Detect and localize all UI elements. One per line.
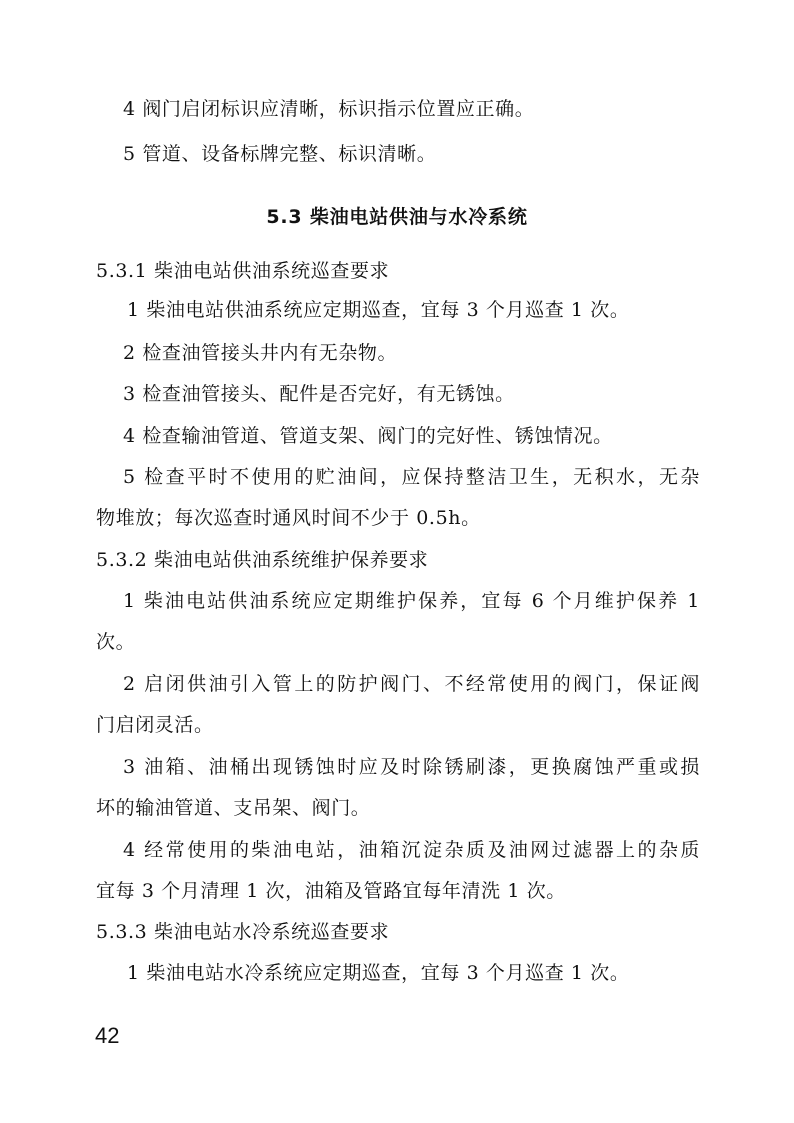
- list-item-rust-removal-line2: 坏的输油管道、支吊架、阀门。: [96, 797, 371, 819]
- list-item-oil-room-line1: 5 检查平时不使用的贮油间，应保持整洁卫生，无积水，无杂: [123, 466, 700, 488]
- subsection-title-5-3-2: 5.3.2 柴油电站供油系统维护保养要求: [96, 549, 429, 571]
- list-item-joint-well: 2 检查油管接头井内有无杂物。: [123, 342, 398, 364]
- list-item-tank-cleaning-line1: 4 经常使用的柴油电站，油箱沉淀杂质及油网过滤器上的杂质: [123, 839, 700, 861]
- list-item-oil-room-line2: 物堆放；每次巡查时通风时间不少于 0.5h。: [96, 507, 481, 529]
- list-item-valve-marking: 4 阀门启闭标识应清晰，标识指示位置应正确。: [123, 98, 535, 120]
- list-item-pipeline-check: 4 检查输油管道、管道支架、阀门的完好性、锈蚀情况。: [123, 425, 613, 447]
- list-item-pipe-labels: 5 管道、设备标牌完整、标识清晰。: [123, 143, 437, 165]
- list-item-inspect-period: 1 柴油电站供油系统应定期巡查，宜每 3 个月巡查 1 次。: [127, 299, 630, 321]
- list-item-maintenance-period-line1: 1 柴油电站供油系统应定期维护保养，宜每 6 个月维护保养 1: [123, 590, 700, 612]
- list-item-rust-removal-line1: 3 油箱、油桶出现锈蚀时应及时除锈刷漆，更换腐蚀严重或损: [123, 756, 700, 778]
- page-number: 42: [95, 1023, 120, 1048]
- list-item-valve-operation-line2: 门启闭灵活。: [96, 714, 214, 736]
- subsection-title-5-3-3: 5.3.3 柴油电站水冷系统巡查要求: [96, 921, 390, 943]
- list-item-tank-cleaning-line2: 宜每 3 个月清理 1 次，油箱及管路宜每年清洗 1 次。: [96, 880, 566, 902]
- list-item-maintenance-period-line2: 次。: [96, 631, 136, 653]
- section-heading-5-3: 5.3 柴油电站供油与水冷系统: [266, 206, 528, 228]
- list-item-joint-fittings: 3 检查油管接头、配件是否完好，有无锈蚀。: [123, 383, 515, 405]
- list-item-water-cooling-period: 1 柴油电站水冷系统应定期巡查，宜每 3 个月巡查 1 次。: [127, 962, 630, 984]
- subsection-title-5-3-1: 5.3.1 柴油电站供油系统巡查要求: [96, 260, 390, 282]
- list-item-valve-operation-line1: 2 启闭供油引入管上的防护阀门、不经常使用的阀门，保证阀: [123, 673, 700, 695]
